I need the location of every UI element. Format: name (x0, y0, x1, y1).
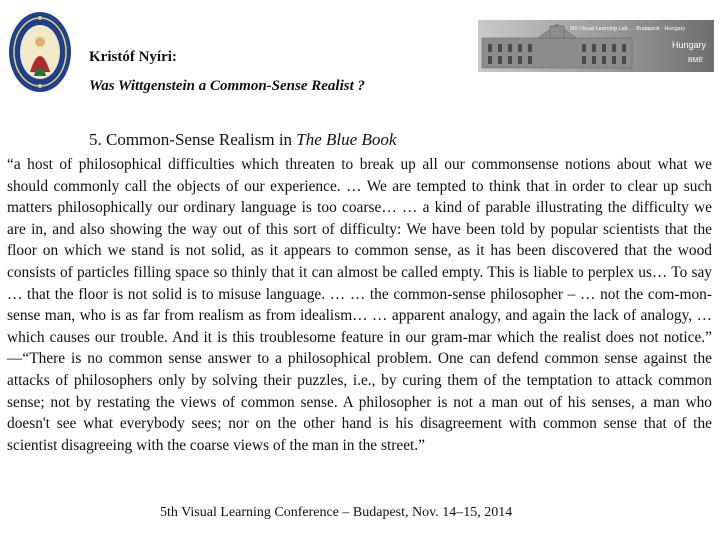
banner-hungary: Hungary (672, 40, 707, 50)
building-banner-image (478, 20, 714, 72)
university-seal-logo (8, 10, 72, 94)
section-heading (89, 130, 396, 150)
banner-caption: 5th Visual Learning Lab … Budapest · Hungary (570, 26, 686, 32)
section-heading-book: The Blue Book (296, 130, 397, 149)
footer-conference: 5th Visual Learning Conference – Budapest, Nov. 14–15, 2014 (160, 505, 513, 520)
author-name: Kristóf Nyíri: (89, 49, 177, 65)
section-heading-prefix: 5. Common-Sense Realism in (89, 130, 297, 149)
banner-bme: BME (688, 57, 704, 64)
talk-title: Was Wittgenstein a Common-Sense Realist ? (89, 78, 366, 94)
quotation-paragraph: “a host of philosophical difficulties which threaten to break up all our commonsense notions about what we should commonly call the objects of our experience. … We are tempted to think that in order to clear up such matters philosophically our ordinary language is too coarse… … a kind of parable illustrating the difficulty we are in, and also showing the way out of this sort of difficulty: We have been told by popular scientists that the floor on which we stand is not solid, as it appears to common sense, as it has been discovered that the wood consists of particles filling space so thinly that it can almost be called empty. This is liable to perplex us… To say … that the floor is not solid is to misuse language. … … the common-sense philosopher – … not the com-mon-sense man, who is as far from realism as from idealism… … apparent analogy, and again the lack of analogy, … which causes our trouble. And it is this troublesome feature in our gram-mar which the realist does not notice.” —“There is no common sense answer to a philosophical problem. One can defend common sense against the attacks of philosophers only by solving their puzzles, i.e., by curing them of the temptation to attack common sense; not by restating the views of common sense. A philosopher is not a man out of his senses, a man who doesn't see what everybody sees; nor on the other hand is his disagreement with common sense that of the scientist disagreeing with the coarse views of the man in the street.” (7, 156, 712, 454)
